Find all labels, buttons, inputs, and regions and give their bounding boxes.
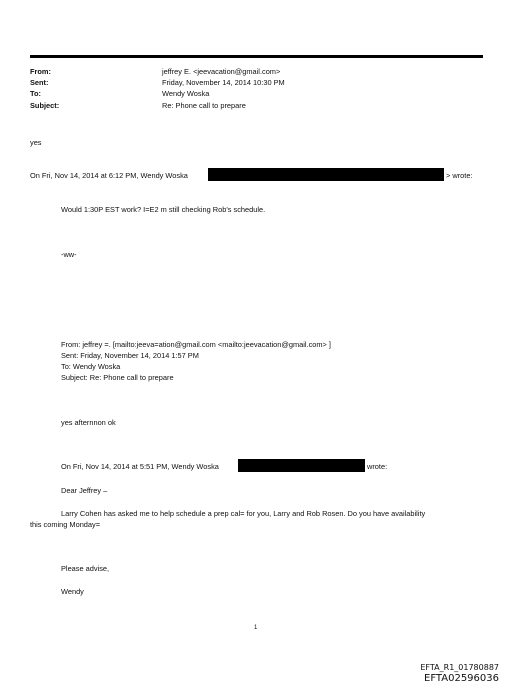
page-number: 1	[254, 625, 258, 631]
sent-value: Friday, November 14, 2014 10:30 PM	[162, 78, 285, 87]
to-value: Wendy Woska	[162, 89, 210, 98]
from-label: From:	[30, 67, 51, 76]
fwd-to: To: Wendy Woska	[61, 362, 121, 371]
quote1-intro: On Fri, Nov 14, 2014 at 6:12 PM, Wendy Woska	[30, 171, 188, 180]
redaction-block	[208, 168, 444, 181]
to-label: To:	[30, 89, 41, 98]
quote2-intro: On Fri, Nov 14, 2014 at 5:51 PM, Wendy Woska	[61, 462, 219, 471]
header-rule	[30, 55, 483, 58]
subject-value: Re: Phone call to prepare	[162, 101, 246, 110]
quote1-intro-end: > wrote:	[446, 171, 473, 180]
footer-ref-2: EFTA02596036	[424, 673, 499, 684]
from-value: jeffrey E. <jeevacation@gmail.com>	[162, 67, 281, 76]
greeting: Dear Jeffrey –	[61, 486, 108, 495]
footer-ref-1: EFTA_R1_01780887	[420, 663, 499, 672]
paragraph-line-1: Larry Cohen has asked me to help schedule a prep cal= for you, Larry and Rob Rosen. Do you have availability	[61, 509, 426, 518]
sent-label: Sent:	[30, 78, 49, 87]
signoff: -ww-	[61, 250, 77, 259]
paragraph-line-2: this coming Monday=	[30, 520, 101, 529]
redaction-block	[238, 459, 365, 472]
signature-name: Wendy	[61, 587, 84, 596]
advise-line: Please advise,	[61, 564, 110, 573]
subject-label: Subject:	[30, 101, 60, 110]
reply-text: yes	[30, 138, 42, 147]
fwd-reply: yes afternnon ok	[61, 418, 116, 427]
fwd-subject: Subject: Re: Phone call to prepare	[61, 373, 174, 382]
quote1-line: Would 1:30P EST work? I=E2 m still checking Rob's schedule.	[61, 205, 266, 214]
fwd-sent: Sent: Friday, November 14, 2014 1:57 PM	[61, 351, 199, 360]
fwd-from: From: jeffrey =. [mailto:jeeva=ation@gmail.com <mailto:jeevacation@gmail.com> ]	[61, 340, 331, 349]
quote2-intro-end: wrote:	[367, 462, 388, 471]
